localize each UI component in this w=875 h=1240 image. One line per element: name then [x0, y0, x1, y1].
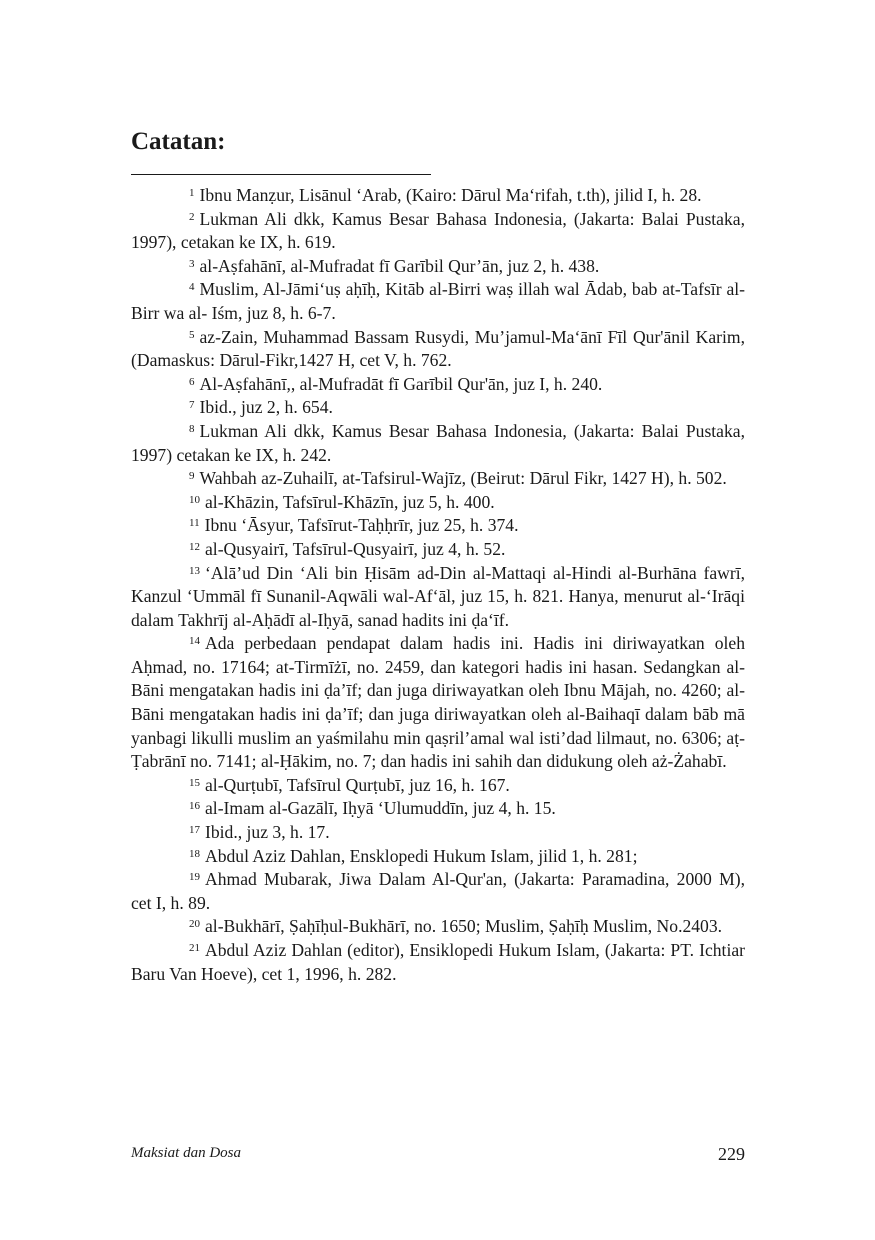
footnote	[131, 491, 745, 515]
footnote-number: 6	[189, 375, 195, 388]
footnote-number: 19	[189, 871, 200, 884]
footnote	[131, 373, 745, 397]
page-number: 229	[718, 1144, 745, 1164]
footnote-number: 15	[189, 776, 200, 789]
footnote-number: 11	[189, 517, 200, 530]
footnote-text: ‘Alā’ud Din ‘Ali bin Ḥisām ad-Din al-Mattaqi al-Hindi al-Burhāna fawrī, Kanzul ‘Ummāl fī Sunanil-Aqwāli wal-Af‘āl, juz 15, h. 821. Hanya, menurut al-‘Irāqi dalam Takhrīj al-Aḥādī al-Iḥyā, sanad hadits ini ḍa‘īf.	[131, 562, 745, 630]
footnote	[131, 326, 745, 373]
footnote	[131, 208, 745, 255]
footnote	[131, 467, 745, 491]
footnote-number: 9	[189, 470, 195, 483]
footnote-number: 1	[189, 187, 195, 199]
footnote-number: 21	[189, 942, 200, 954]
footnote-text: az-Zain, Muhammad Bassam Rusydi, Mu’jamul-Ma‘ānī Fīl Qur'ānil Karim, (Damaskus: Dārul-Fikr,1427 H, cet V, h. 762.	[131, 326, 745, 371]
footnote-text: al-Bukhārī, Ṣaḥīḥul-Bukhārī, no. 1650; Muslim, Ṣaḥīḥ Muslim, No.2403.	[205, 916, 723, 937]
footnotes-list	[131, 184, 745, 986]
footnote	[131, 255, 745, 279]
footnote-divider	[131, 174, 431, 175]
footnote-text: al-Khāzin, Tafsīrul-Khāzīn, juz 5, h. 400.	[205, 491, 495, 512]
footnote	[131, 915, 745, 939]
footnote-text: al-Imam al-Gazālī, Iḥyā ‘Ulumuddīn, juz 4, h. 15.	[205, 798, 556, 819]
footnote	[131, 562, 745, 633]
footnote	[131, 845, 745, 869]
footnote-text: al-Qusyairī, Tafsīrul-Qusyairī, juz 4, h. 52.	[205, 538, 506, 559]
footnote-text: Abdul Aziz Dahlan, Ensklopedi Hukum Islam, jilid 1, h. 281;	[205, 845, 638, 866]
footnote-text: Ada perbedaan pendapat dalam hadis ini. Hadis ini diriwayatkan oleh Aḥmad, no. 17164; at-Tirmīżī, no. 2459, dan kategori hadis ini hasan. Sedangkan al-Bāni mengatakan hadis ini ḍa’īf; dan juga diriwayatkan oleh Ibnu Mājah, no. 4260; al-Bāni mengatakan hadis ini ḍa’īf; dan juga diriwayatkan oleh al-Baihaqī dalam bāb mā yanbagi likulli muslim an yaśmilahu min qaṣril’amal wal isti’dad lilmaut, no. 6306; aṭ-Ṭabrānī no. 7141; al-Ḥākim, no. 7; dan hadis ini sahih dan didukung oleh aż-Żahabī.	[131, 633, 745, 772]
footnote	[131, 184, 745, 208]
footnote	[131, 278, 745, 325]
footnote-number: 18	[189, 847, 200, 860]
footnote	[131, 868, 745, 915]
footnote	[131, 396, 745, 420]
footnote-number: 4	[189, 281, 195, 294]
footnote-number: 8	[189, 422, 195, 435]
footnote	[131, 797, 745, 821]
footnote-text: Wahbah az-Zuhailī, at-Tafsirul-Wajīz, (Beirut: Dārul Fikr, 1427 H), h. 502.	[199, 468, 727, 489]
footnote-text: Ibnu Manẓur, Lisānul ‘Arab, (Kairo: Dārul Ma‘rifah, t.th), jilid I, h. 28.	[199, 185, 702, 205]
footnote-text: Lukman Ali dkk, Kamus Besar Bahasa Indonesia, (Jakarta: Balai Pustaka, 1997) cetakan ke IX, h. 242.	[131, 420, 745, 465]
footnote-text: Ibid., juz 3, h. 17.	[205, 822, 330, 843]
footnote-number: 2	[189, 210, 195, 223]
footnote-text: al-Qurṭubī, Tafsīrul Qurṭubī, juz 16, h. 167.	[205, 774, 510, 795]
footnote-number: 5	[189, 328, 195, 341]
footnote	[131, 632, 745, 774]
footnote-number: 3	[189, 257, 195, 270]
footnote-number: 14	[189, 635, 200, 648]
footnote	[131, 514, 745, 538]
footnote-text: Ibid., juz 2, h. 654.	[199, 397, 333, 418]
footnote-number: 17	[189, 824, 200, 837]
footnote-number: 16	[189, 800, 200, 813]
footnote	[131, 939, 745, 986]
footnote-number: 10	[189, 493, 200, 506]
footnote-text: Ibnu ‘Āsyur, Tafsīrut-Taḥḥrīr, juz 25, h. 374.	[204, 515, 519, 536]
footnote-number: 13	[189, 564, 200, 577]
footnote-number: 20	[189, 918, 200, 931]
section-heading: Catatan:	[131, 128, 226, 155]
footnote-number: 7	[189, 399, 195, 412]
running-footer-title: Maksiat dan Dosa	[131, 1145, 241, 1161]
footnote-text: Lukman Ali dkk, Kamus Besar Bahasa Indonesia, (Jakarta: Balai Pustaka, 1997), cetakan ke IX, h. 619.	[131, 208, 745, 253]
footnote	[131, 774, 745, 798]
footnote-text: Muslim, Al-Jāmi‘uṣ aḥīḥ, Kitāb al-Birri waṣ illah wal Ādab, bab at-Tafsīr al-Birr wa al- Iśm, juz 8, h. 6-7.	[131, 279, 745, 323]
footnote-text: al-Aṣfahānī, al-Mufradat fī Garībil Qur’ān, juz 2, h. 438.	[199, 255, 600, 276]
footnote-text: Abdul Aziz Dahlan (editor), Ensiklopedi Hukum Islam, (Jakarta: PT. Ichtiar Baru Van Hoeve), cet 1, 1996, h. 282.	[131, 940, 745, 984]
footnote-text: Ahmad Mubarak, Jiwa Dalam Al-Qur'an, (Jakarta: Paramadina, 2000 M), cet I, h. 89.	[131, 869, 745, 913]
footnote	[131, 821, 745, 845]
footnote-text: Al-Aṣfahānī,, al-Mufradāt fī Garībil Qur'ān, juz I, h. 240.	[199, 373, 603, 394]
footnote	[131, 420, 745, 467]
footnote-number: 12	[189, 540, 200, 553]
footnote	[131, 538, 745, 562]
